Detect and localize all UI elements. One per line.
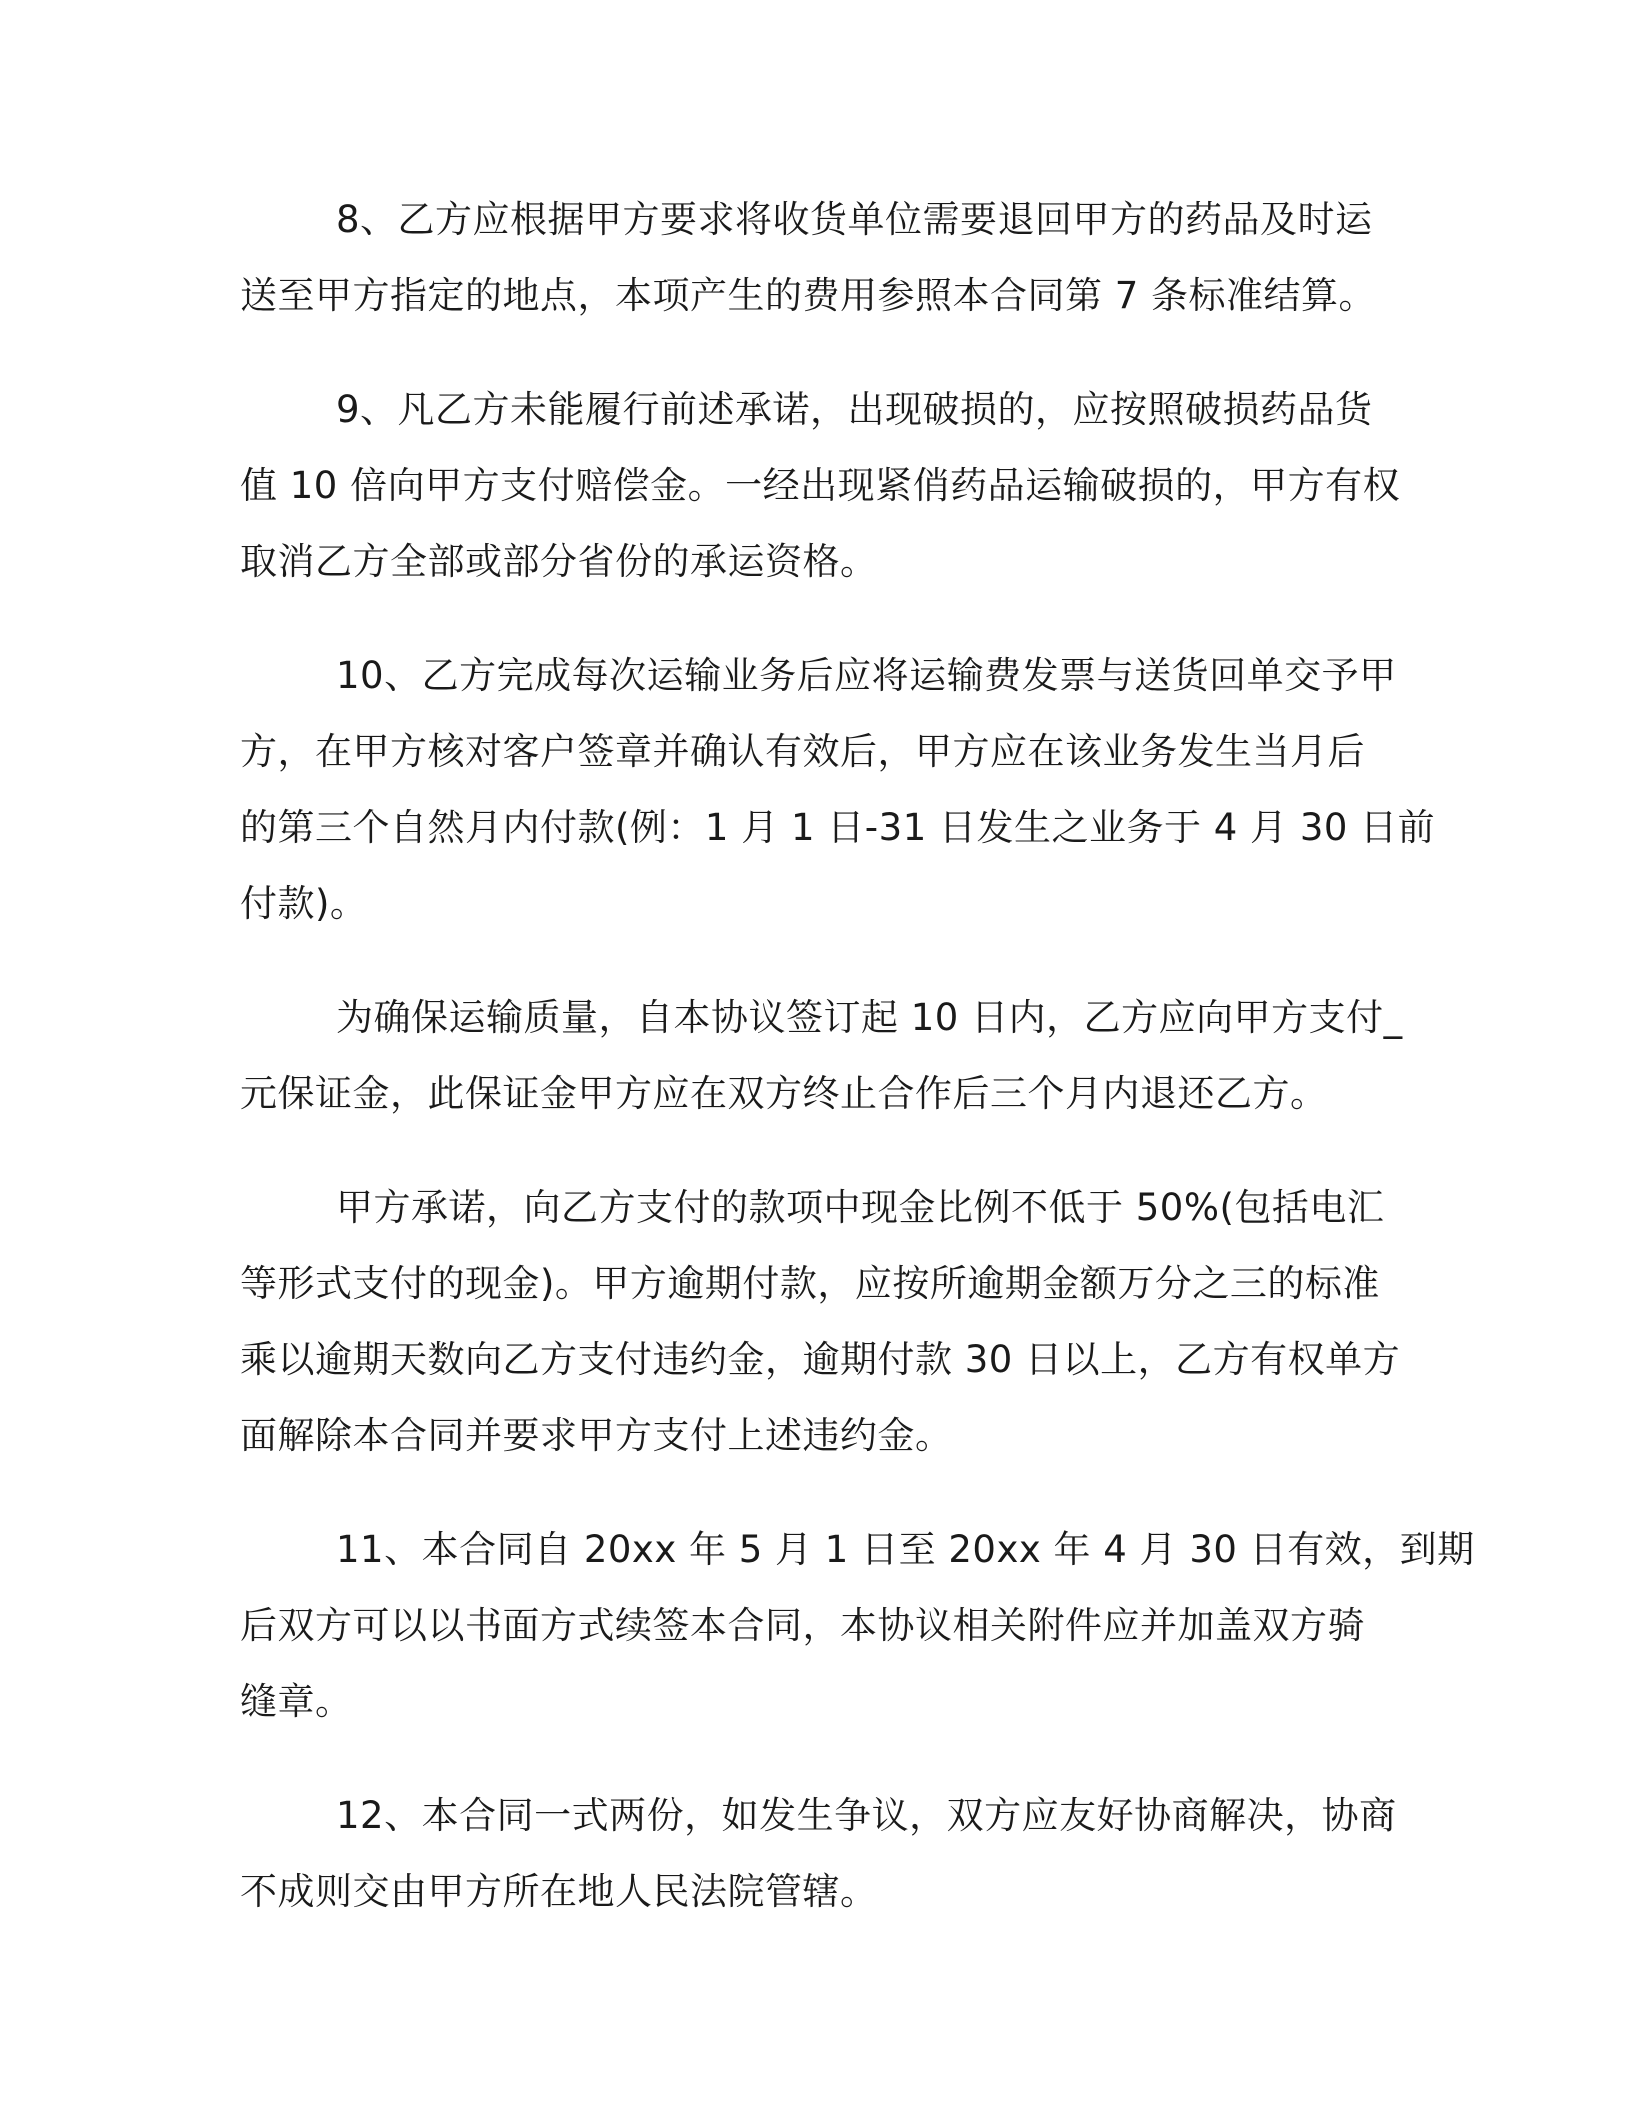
text-line: 值 10 倍向甲方支付赔偿金。一经出现紧俏药品运输破损的，甲方有权	[240, 464, 1401, 507]
text-line: 付款)。	[240, 882, 368, 925]
clause-12	[240, 1778, 1397, 1930]
text-line: 面解除本合同并要求甲方支付上述违约金。	[240, 1414, 953, 1457]
text-line: 等形式支付的现金)。甲方逾期付款，应按所逾期金额万分之三的标准	[240, 1262, 1380, 1305]
text-line: 方，在甲方核对客户签章并确认有效后，甲方应在该业务发生当月后	[240, 730, 1365, 773]
text-line: 为确保运输质量，自本协议签订起 10 日内，乙方应向甲方支付_	[336, 996, 1403, 1039]
text-line: 12、本合同一式两份，如发生争议，双方应友好协商解决，协商	[336, 1794, 1397, 1837]
text-line: 甲方承诺，向乙方支付的款项中现金比例不低于 50%(包括电汇	[336, 1186, 1385, 1229]
text-line: 9、凡乙方未能履行前述承诺，出现破损的，应按照破损药品货	[336, 388, 1373, 431]
text-line: 缝章。	[240, 1680, 353, 1723]
clause-8	[240, 182, 1388, 334]
text-line: 后双方可以以书面方式续签本合同，本协议相关附件应并加盖双方骑	[240, 1604, 1365, 1647]
clause-10	[240, 638, 1436, 942]
text-line: 11、本合同自 20xx 年 5 月 1 日至 20xx 年 4 月 30 日有效，到期	[336, 1528, 1475, 1571]
text-line: 元保证金，此保证金甲方应在双方终止合作后三个月内退还乙方。	[240, 1072, 1328, 1115]
text-line: 8、乙方应根据甲方要求将收货单位需要退回甲方的药品及时运	[336, 198, 1373, 241]
clause-11	[240, 1512, 1475, 1740]
text-line: 送至甲方指定的地点，本项产生的费用参照本合同第 7 条标准结算。	[240, 274, 1377, 317]
text-line: 不成则交由甲方所在地人民法院管辖。	[240, 1870, 878, 1913]
text-line: 取消乙方全部或部分省份的承运资格。	[240, 540, 878, 583]
deposit-paragraph	[240, 980, 1403, 1132]
text-line: 10、乙方完成每次运输业务后应将运输费发票与送货回单交予甲	[336, 654, 1397, 697]
text-line: 乘以逾期天数向乙方支付违约金，逾期付款 30 日以上，乙方有权单方	[240, 1338, 1401, 1381]
contract-body	[240, 182, 1475, 1968]
text-line: 的第三个自然月内付款(例：1 月 1 日-31 日发生之业务于 4 月 30 日前	[240, 806, 1436, 849]
clause-9	[240, 372, 1401, 600]
payment-commitment-paragraph	[240, 1170, 1401, 1474]
